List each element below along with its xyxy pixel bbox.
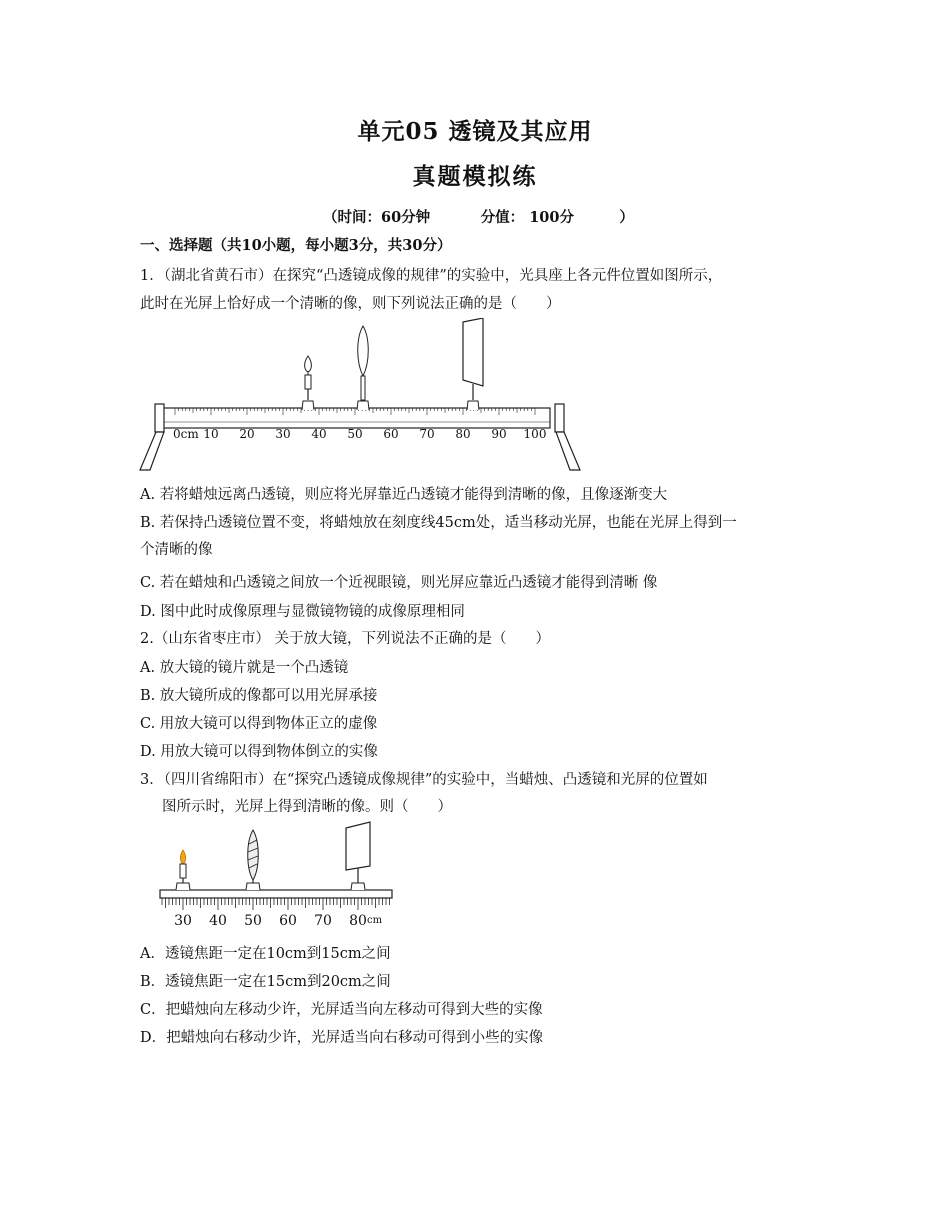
light-screen xyxy=(346,822,370,890)
ruler-label: 70 xyxy=(419,427,435,441)
q3-option-a: A．透镜焦距一定在10cm到15cm之间 xyxy=(140,946,391,962)
ruler-label: 40 xyxy=(311,427,327,441)
q3-option-d: D．把蜡烛向右移动少许，光屏适当向右移动可得到小些的实像 xyxy=(140,1030,544,1046)
q2-option-d: D. 用放大镜可以得到物体倒立的实像 xyxy=(140,744,378,760)
candle xyxy=(302,356,314,410)
ruler-label: 0cm xyxy=(173,427,199,441)
ruler-label: 10 xyxy=(203,427,219,441)
q2-option-c: C. 用放大镜可以得到物体正立的虚像 xyxy=(140,716,378,732)
q3-stem-line2: 图所示时，光屏上得到清晰的像。则（ ） xyxy=(162,799,452,815)
q3-option-c: C．把蜡烛向左移动少许，光屏适当向左移动可得到大些的实像 xyxy=(140,1002,543,1018)
q1-stem-line1: 1．（湖北省黄石市）在探究“凸透镜成像的规律”的实验中，光具座上各元件位置如图所示， xyxy=(140,268,723,284)
ruler-label: 80 xyxy=(455,427,471,441)
ruler-label: 30 xyxy=(275,427,291,441)
section-heading: 一、选择题（共10小题，每小题3分，共30分） xyxy=(140,237,452,254)
q1-optical-bench-figure xyxy=(138,318,588,476)
q2-stem: 2.（山东省枣庄市） 关于放大镜，下列说法不正确的是（ ） xyxy=(140,631,550,647)
q1-option-d: D. 图中此时成像原理与显微镜物镜的成像原理相同 xyxy=(140,604,465,620)
ruler-label: 80 xyxy=(349,913,367,929)
convex-lens xyxy=(357,326,369,410)
ruler-unit: cm xyxy=(367,915,383,926)
ruler-label: 20 xyxy=(239,427,255,441)
light-screen xyxy=(463,318,483,410)
ruler-label: 30 xyxy=(174,913,192,929)
ruler-label: 60 xyxy=(383,427,399,441)
q1-option-b-line1: B. 若保持凸透镜位置不变，将蜡烛放在刻度线45cm处，适当移动光屏，也能在光屏上得到一 xyxy=(140,515,737,531)
q1-option-b-line2: 个清晰的像 xyxy=(140,542,213,558)
exam-meta: （时间：60分钟 分值： 100分 ） xyxy=(323,209,634,226)
ruler-label: 50 xyxy=(347,427,363,441)
q1-option-a: A. 若将蜡烛远离凸透镜，则应将光屏靠近凸透镜才能得到清晰的像，且像逐渐变大 xyxy=(140,487,668,503)
ruler-label: 40 xyxy=(209,913,227,929)
q2-option-b: B. 放大镜所成的像都可以用光屏承接 xyxy=(140,688,378,704)
q1-stem-line2: 此时在光屏上恰好成一个清晰的像，则下列说法正确的是（ ） xyxy=(140,296,561,312)
q2-option-a: A. 放大镜的镜片就是一个凸透镜 xyxy=(140,660,349,676)
q3-option-b: B．透镜焦距一定在15cm到20cm之间 xyxy=(140,974,391,990)
q3-optical-bench-figure xyxy=(158,820,398,932)
ruler-label: 70 xyxy=(314,913,332,929)
page-title: 单元05 透镜及其应用 xyxy=(357,118,593,145)
ruler-label: 50 xyxy=(244,913,262,929)
ruler-label: 100 xyxy=(523,427,547,441)
ruler-label: 90 xyxy=(491,427,507,441)
q1-option-c: C. 若在蜡烛和凸透镜之间放一个近视眼镜，则光屏应靠近凸透镜才能得到清晰 像 xyxy=(140,575,658,591)
page-subtitle: 真题模拟练 xyxy=(412,163,538,190)
q3-stem-line1: 3．（四川省绵阳市）在“探究凸透镜成像规律”的实验中，当蜡烛、凸透镜和光屏的位置如 xyxy=(140,772,708,788)
candle xyxy=(176,850,190,890)
convex-lens xyxy=(246,830,260,890)
ruler-label: 60 xyxy=(279,913,297,929)
